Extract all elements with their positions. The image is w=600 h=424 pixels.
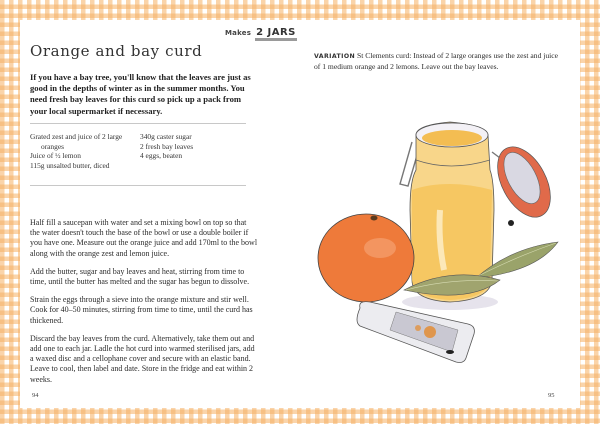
method-step-1: Half fill a saucepan with water and set a mixing bowl on top so that the water doesn't touch the base of the bowl or use a double boiler if you have one. Measure out the orange juice and add 170ml to the bowl along with the orange zest and lemon juice. xyxy=(30,218,258,258)
ingredient: 2 fresh bay leaves xyxy=(140,141,194,151)
grater-icon xyxy=(357,302,474,363)
recipe-intro: If you have a bay tree, you'll know that the leaves are just as good in the depths of winter as in the summer months. You need fresh bay leaves for this curd so pick up a pack from your local supermarket if necessary. xyxy=(30,72,251,116)
variation-text: St Clements curd: Instead of 2 large oranges use the zest and juice of 1 medium orange and 2 lemons. Leave out the bay leaves. xyxy=(314,51,559,72)
peppercorn-icon xyxy=(508,220,514,226)
method-step-4: Discard the bay leaves from the curd. Alternatively, take them out and add one to each jar. Ladle the hot curd into warmed sterilised jars, add a waxed disc and a cellophane cover and secure with an elastic band. Leave to cool, then label and date. Store in the fridge and eat within 2 weeks. xyxy=(30,333,255,384)
method-steps xyxy=(30,218,258,393)
makes-quantity: 2 JARS xyxy=(255,27,297,41)
recipe-illustration xyxy=(300,80,580,400)
jar-lid-icon xyxy=(487,138,562,226)
yield-label xyxy=(225,27,297,38)
variation-label: VARIATION xyxy=(314,53,356,60)
ingredients-column-2 xyxy=(140,132,250,170)
ingredient: 340g caster sugar xyxy=(140,132,192,141)
variation-note xyxy=(314,51,564,73)
page-number-left: 94 xyxy=(32,392,39,399)
recipe-title: Orange and bay curd xyxy=(30,42,203,60)
divider-bottom xyxy=(30,185,246,186)
ingredients-list xyxy=(30,132,250,170)
method-step-2: Add the butter, sugar and bay leaves and heat, stirring from time to time, until the butter has melted and the sugar has begun to dissolve. xyxy=(30,266,250,287)
method-step-3: Strain the eggs through a sieve into the orange mixture and stir well. Cook for 40–50 minutes, stirring from time to time, until the curd has thickened. xyxy=(30,295,253,325)
orange-icon xyxy=(318,214,414,302)
ingredient-continued: oranges xyxy=(41,141,64,151)
ingredient: 115g unsalted butter, diced xyxy=(30,160,110,170)
cookbook-spread xyxy=(20,20,580,408)
makes-label: Makes xyxy=(225,29,252,37)
divider-top xyxy=(30,123,246,124)
ingredient: 4 eggs, beaten xyxy=(140,151,183,161)
ingredient: Grated zest and juice of 2 large xyxy=(30,132,123,141)
page-number-right: 95 xyxy=(548,392,555,399)
ingredient: Juice of ½ lemon xyxy=(30,151,81,161)
ingredients-column-1 xyxy=(30,132,140,170)
